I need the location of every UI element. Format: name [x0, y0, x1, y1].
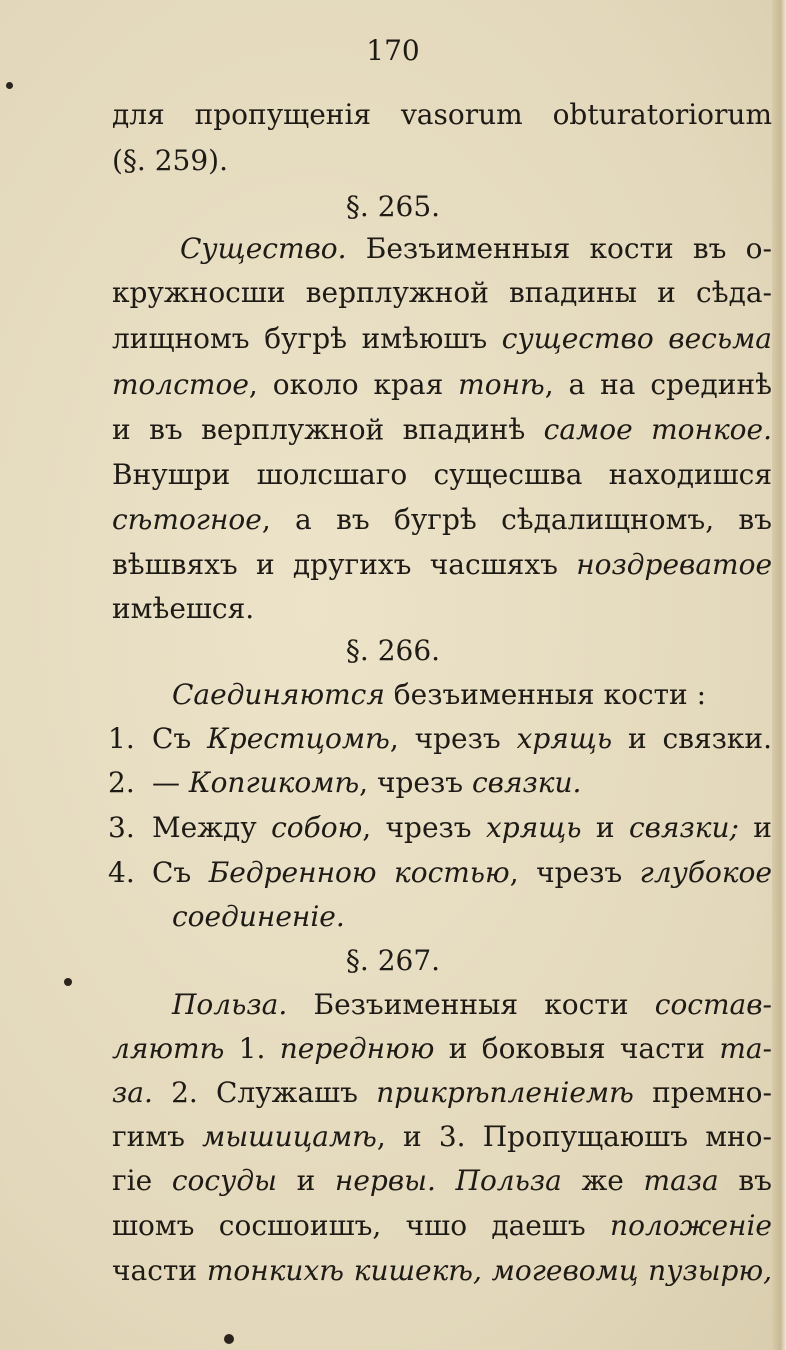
section-heading-267: §. 267.	[345, 944, 441, 977]
text-line-15: за. 2. Служашъ прикрѣпленіемѣ премно-	[112, 1076, 772, 1109]
list-item-3: Между собою, чрезъ хрящь и связки; и	[152, 811, 772, 844]
page-number: 170	[366, 34, 420, 67]
text-line-14: ляютѣ 1. переднюю и боковыя части та-	[112, 1032, 773, 1065]
list-marker-1: 1.	[108, 722, 135, 755]
text-line-6: толстое, около края тонѣ, а на срединѣ	[112, 368, 772, 401]
text-line-12: Саединяются безъименныя кости :	[172, 678, 707, 711]
ink-spot	[224, 1334, 234, 1344]
text-line-11: имѣешся.	[112, 592, 255, 625]
text-line-4: кружносши верплужной впадины и сѣда-	[112, 276, 772, 309]
list-marker-4: 4.	[108, 856, 135, 889]
text-line-18: шомъ сосшоишъ, чшо даешъ положеніе	[112, 1209, 772, 1242]
text-line-3: Существо. Безъименныя кости въ о-	[180, 232, 773, 265]
text-line-7: и въ верплужной впадинѣ самое тонкое.	[112, 413, 772, 446]
list-item-4-cont: соединеніе.	[172, 900, 345, 933]
text-line-8: Внушри шолсшаго сущесшва находишся	[112, 458, 772, 491]
text-line-10: вѣшвяхъ и другихъ часшяхъ ноздреватое	[112, 548, 773, 581]
text-line-19: части тонкихѣ кишекѣ, могевомц пузырю,	[112, 1254, 772, 1287]
text-line-16: гимъ мышицамѣ, и 3. Пропущаюшъ мно-	[112, 1120, 772, 1153]
text-line-2: (§. 259).	[112, 144, 228, 177]
list-item-1: Съ Крестцомѣ, чрезъ хрящь и связки.	[152, 722, 772, 755]
list-item-4: Съ Бедренною костью, чрезъ глубокое	[152, 856, 772, 889]
ink-spot	[64, 978, 72, 986]
list-marker-2: 2.	[108, 766, 135, 799]
text-line-5: лищномъ бугрѣ имѣюшъ существо весьма	[112, 322, 772, 355]
section-heading-265: §. 265.	[345, 190, 441, 223]
list-marker-3: 3.	[108, 811, 135, 844]
section-heading-266: §. 266.	[345, 634, 441, 667]
text-line-9: сѣтогное, а въ бугрѣ сѣдалищномъ, въ	[112, 503, 772, 536]
text-line-17: гіе сосуды и нервы. Польза же таза въ	[112, 1164, 772, 1197]
list-item-2: — Копгикомѣ, чрезъ связки.	[152, 766, 582, 799]
text-line-13: Польза. Безъименныя кости состав-	[172, 988, 772, 1021]
ink-spot	[6, 82, 13, 89]
text-line-1: для пропущенія vasorum obturatoriorum	[112, 98, 772, 131]
